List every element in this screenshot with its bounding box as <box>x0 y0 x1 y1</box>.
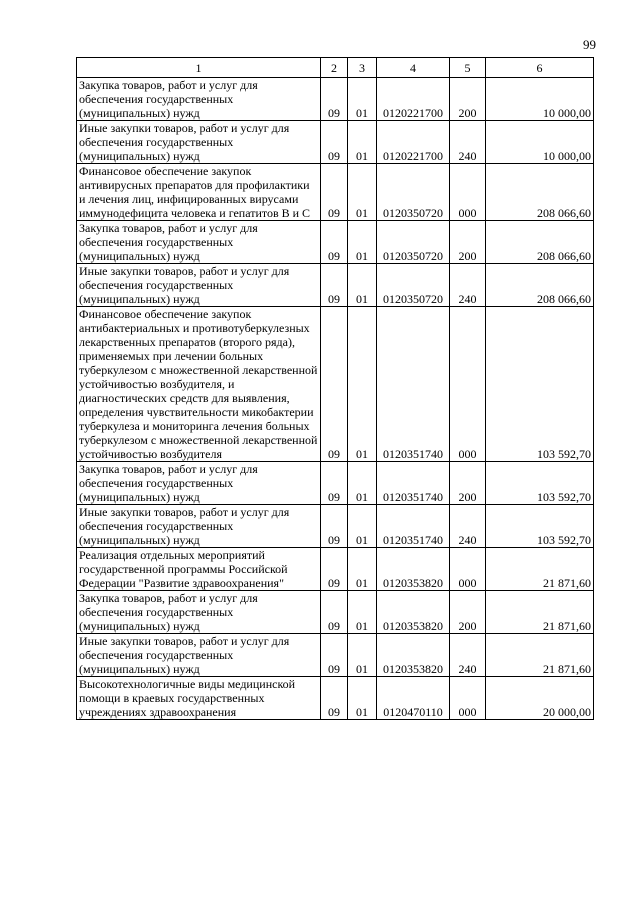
row-expense-type: 000 <box>450 548 486 591</box>
row-expense-type: 000 <box>450 307 486 462</box>
row-target-article: 0120350720 <box>377 221 450 264</box>
row-expense-type: 200 <box>450 591 486 634</box>
row-subsection: 01 <box>348 505 377 548</box>
row-section: 09 <box>321 591 348 634</box>
row-name: Высокотехнологичные виды медицинской помощи в краевых государственных учреждениях здравоохранения <box>77 677 321 720</box>
row-section: 09 <box>321 462 348 505</box>
row-amount: 208 066,60 <box>486 264 594 307</box>
row-name: Иные закупки товаров, работ и услуг для обеспечения государственных (муниципальных) нужд <box>77 264 321 307</box>
budget-table <box>76 57 594 720</box>
row-amount: 103 592,70 <box>486 462 594 505</box>
row-expense-type: 240 <box>450 264 486 307</box>
row-target-article: 0120353820 <box>377 634 450 677</box>
row-target-article: 0120353820 <box>377 548 450 591</box>
row-amount: 21 871,60 <box>486 591 594 634</box>
row-target-article: 0120350720 <box>377 164 450 221</box>
row-name: Финансовое обеспечение закупок антибактериальных и противотуберкулезных лекарственных препаратов (второго ряда), применяемых при лечении больных туберкулезом с множественной лекарственной устойчивостью возбудителя, и диагностических средств для выявления, определения чувствительности микобактерии туберкулеза и мониторинга лечения больных туберкулезом с множественной лекарственной устойчивостью возбудителя <box>77 307 321 462</box>
row-subsection: 01 <box>348 591 377 634</box>
header-cell-section: 2 <box>321 58 348 78</box>
row-subsection: 01 <box>348 164 377 221</box>
row-name: Финансовое обеспечение закупок антивирусных препаратов для профилактики и лечения лиц, инфицированных вирусами иммунодефицита человека и гепатитов В и С <box>77 164 321 221</box>
row-amount: 103 592,70 <box>486 307 594 462</box>
header-cell-subsection: 3 <box>348 58 377 78</box>
row-section: 09 <box>321 505 348 548</box>
row-section: 09 <box>321 548 348 591</box>
row-expense-type: 240 <box>450 121 486 164</box>
row-target-article: 0120353820 <box>377 591 450 634</box>
row-amount: 20 000,00 <box>486 677 594 720</box>
table-row <box>77 78 594 121</box>
row-expense-type: 000 <box>450 677 486 720</box>
page-number: 99 <box>583 37 596 52</box>
header-row <box>77 58 594 78</box>
row-subsection: 01 <box>348 121 377 164</box>
row-name: Закупка товаров, работ и услуг для обеспечения государственных (муниципальных) нужд <box>77 78 321 121</box>
row-amount: 103 592,70 <box>486 505 594 548</box>
row-amount: 21 871,60 <box>486 634 594 677</box>
row-section: 09 <box>321 164 348 221</box>
row-name: Закупка товаров, работ и услуг для обеспечения государственных (муниципальных) нужд <box>77 591 321 634</box>
row-expense-type: 000 <box>450 164 486 221</box>
row-expense-type: 240 <box>450 634 486 677</box>
row-section: 09 <box>321 677 348 720</box>
row-section: 09 <box>321 634 348 677</box>
row-name: Реализация отдельных мероприятий государственной программы Российской Федерации "Развитие здравоохранения" <box>77 548 321 591</box>
row-subsection: 01 <box>348 221 377 264</box>
header-cell-target-article: 4 <box>377 58 450 78</box>
row-expense-type: 200 <box>450 221 486 264</box>
row-subsection: 01 <box>348 634 377 677</box>
row-expense-type: 240 <box>450 505 486 548</box>
row-amount: 208 066,60 <box>486 221 594 264</box>
row-amount: 10 000,00 <box>486 78 594 121</box>
row-section: 09 <box>321 221 348 264</box>
row-name: Закупка товаров, работ и услуг для обеспечения государственных (муниципальных) нужд <box>77 221 321 264</box>
table-row <box>77 264 594 307</box>
row-expense-type: 200 <box>450 462 486 505</box>
row-amount: 21 871,60 <box>486 548 594 591</box>
row-section: 09 <box>321 121 348 164</box>
row-target-article: 0120351740 <box>377 307 450 462</box>
row-section: 09 <box>321 307 348 462</box>
header-cell-amount: 6 <box>486 58 594 78</box>
table-row <box>77 307 594 462</box>
row-section: 09 <box>321 78 348 121</box>
row-subsection: 01 <box>348 307 377 462</box>
row-target-article: 0120470110 <box>377 677 450 720</box>
row-subsection: 01 <box>348 462 377 505</box>
row-amount: 208 066,60 <box>486 164 594 221</box>
row-subsection: 01 <box>348 78 377 121</box>
row-section: 09 <box>321 264 348 307</box>
row-target-article: 0120350720 <box>377 264 450 307</box>
table-row <box>77 591 594 634</box>
row-expense-type: 200 <box>450 78 486 121</box>
row-target-article: 0120351740 <box>377 462 450 505</box>
row-name: Иные закупки товаров, работ и услуг для обеспечения государственных (муниципальных) нужд <box>77 121 321 164</box>
row-name: Иные закупки товаров, работ и услуг для обеспечения государственных (муниципальных) нужд <box>77 505 321 548</box>
table-row <box>77 677 594 720</box>
table-row <box>77 164 594 221</box>
table-row <box>77 462 594 505</box>
row-subsection: 01 <box>348 548 377 591</box>
row-target-article: 0120221700 <box>377 121 450 164</box>
table-row <box>77 221 594 264</box>
header-cell-expense-type: 5 <box>450 58 486 78</box>
row-subsection: 01 <box>348 677 377 720</box>
row-amount: 10 000,00 <box>486 121 594 164</box>
table-row <box>77 505 594 548</box>
row-subsection: 01 <box>348 264 377 307</box>
table-row <box>77 634 594 677</box>
row-name: Закупка товаров, работ и услуг для обеспечения государственных (муниципальных) нужд <box>77 462 321 505</box>
row-target-article: 0120351740 <box>377 505 450 548</box>
table-row <box>77 548 594 591</box>
header-cell-name: 1 <box>77 58 321 78</box>
row-target-article: 0120221700 <box>377 78 450 121</box>
row-name: Иные закупки товаров, работ и услуг для обеспечения государственных (муниципальных) нужд <box>77 634 321 677</box>
table-row <box>77 121 594 164</box>
